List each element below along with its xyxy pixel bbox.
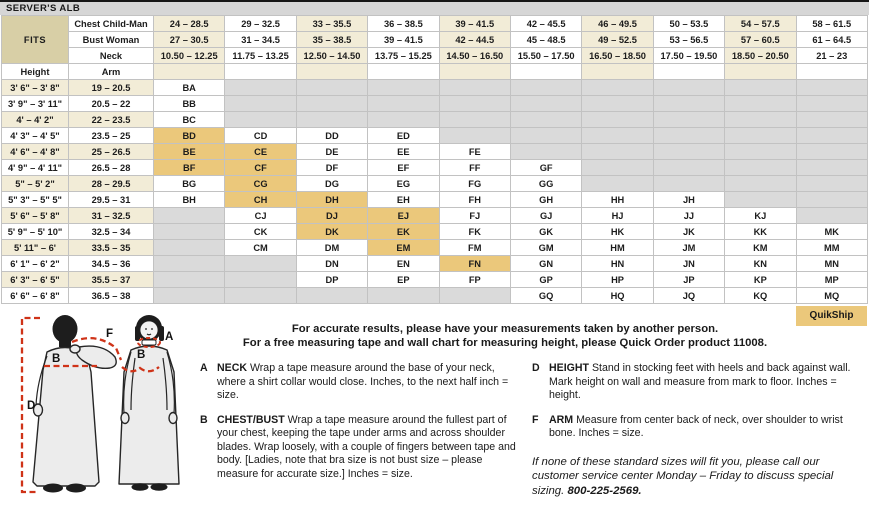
size-table-row bbox=[2, 144, 868, 160]
instruction-item-f bbox=[532, 414, 864, 441]
size-code-cell: BD bbox=[154, 128, 225, 144]
size-unavailable-cell bbox=[796, 160, 867, 176]
size-code-cell: KJ bbox=[725, 208, 796, 224]
size-code-cell: FJ bbox=[439, 208, 510, 224]
size-code-cell: BC bbox=[154, 112, 225, 128]
size-code-cell: FP bbox=[439, 272, 510, 288]
instruction-term: CHEST/BUST bbox=[217, 413, 288, 426]
size-unavailable-cell bbox=[796, 128, 867, 144]
size-unavailable-cell bbox=[154, 240, 225, 256]
size-code-cell: DM bbox=[296, 240, 367, 256]
size-unavailable-cell bbox=[225, 256, 296, 272]
size-code-cell: KP bbox=[725, 272, 796, 288]
arm-range-cell: 25 – 26.5 bbox=[69, 144, 154, 160]
size-code-cell: CH bbox=[225, 192, 296, 208]
size-unavailable-cell bbox=[582, 96, 653, 112]
size-code-cell: EN bbox=[368, 256, 439, 272]
size-code-cell: EP bbox=[368, 272, 439, 288]
size-unavailable-cell bbox=[154, 224, 225, 240]
header-spacer-cell bbox=[225, 64, 296, 80]
size-unavailable-cell bbox=[154, 256, 225, 272]
size-code-cell: FE bbox=[439, 144, 510, 160]
size-code-cell: GH bbox=[510, 192, 581, 208]
size-table bbox=[1, 15, 868, 304]
size-code-cell: DH bbox=[296, 192, 367, 208]
size-code-cell: GM bbox=[510, 240, 581, 256]
size-unavailable-cell bbox=[653, 80, 724, 96]
arm-range-cell: 35.5 – 37 bbox=[69, 272, 154, 288]
height-range-cell: 4' 6" – 4' 8" bbox=[2, 144, 69, 160]
fit-row-label: Neck bbox=[69, 48, 154, 64]
size-unavailable-cell bbox=[510, 112, 581, 128]
figure-label-d: D bbox=[27, 400, 36, 412]
size-code-cell: BB bbox=[154, 96, 225, 112]
size-code-cell: HK bbox=[582, 224, 653, 240]
size-unavailable-cell bbox=[439, 80, 510, 96]
arm-range-cell: 36.5 – 38 bbox=[69, 288, 154, 304]
back-view-figure bbox=[33, 315, 121, 493]
size-code-cell: DP bbox=[296, 272, 367, 288]
size-table-row bbox=[2, 224, 868, 240]
arm-range-cell: 19 – 20.5 bbox=[69, 80, 154, 96]
size-code-cell: CE bbox=[225, 144, 296, 160]
bust-range-cell: 45 – 48.5 bbox=[510, 32, 581, 48]
size-unavailable-cell bbox=[368, 288, 439, 304]
size-unavailable-cell bbox=[725, 144, 796, 160]
instructions-left-column bbox=[200, 362, 522, 492]
size-unavailable-cell bbox=[154, 272, 225, 288]
arm-range-cell: 34.5 – 36 bbox=[69, 256, 154, 272]
size-unavailable-cell bbox=[225, 288, 296, 304]
chest-range-cell: 50 – 53.5 bbox=[653, 16, 724, 32]
size-code-cell: CM bbox=[225, 240, 296, 256]
header-spacer-cell bbox=[510, 64, 581, 80]
intro-line-1: For accurate results, please have your measurements taken by another person. bbox=[291, 323, 719, 335]
height-range-cell: 6' 6" – 6' 8" bbox=[2, 288, 69, 304]
neck-range-cell: 12.50 – 14.50 bbox=[296, 48, 367, 64]
instructions-right-column bbox=[532, 362, 864, 498]
size-code-cell: FN bbox=[439, 256, 510, 272]
size-unavailable-cell bbox=[796, 96, 867, 112]
chest-range-cell: 58 – 61.5 bbox=[796, 16, 867, 32]
size-unavailable-cell bbox=[653, 160, 724, 176]
size-code-cell: JH bbox=[653, 192, 724, 208]
size-code-cell: KQ bbox=[725, 288, 796, 304]
instruction-term: HEIGHT bbox=[549, 362, 592, 374]
size-unavailable-cell bbox=[368, 96, 439, 112]
bust-range-cell: 53 – 56.5 bbox=[653, 32, 724, 48]
size-unavailable-cell bbox=[725, 80, 796, 96]
size-code-cell: DD bbox=[296, 128, 367, 144]
neck-range-cell: 21 – 23 bbox=[796, 48, 867, 64]
size-table-row bbox=[2, 208, 868, 224]
instruction-text: HEIGHT Stand in stocking feet with heels and back against wall. Mark height on wall and measure from mark to floor. Inches = height. bbox=[549, 362, 851, 401]
height-column-header: Height bbox=[2, 64, 69, 80]
size-unavailable-cell bbox=[225, 112, 296, 128]
size-unavailable-cell bbox=[725, 96, 796, 112]
size-code-cell: DG bbox=[296, 176, 367, 192]
size-code-cell: KK bbox=[725, 224, 796, 240]
instruction-item-b bbox=[200, 414, 522, 482]
neck-range-cell: 16.50 – 18.50 bbox=[582, 48, 653, 64]
size-code-cell: GN bbox=[510, 256, 581, 272]
size-table-row bbox=[2, 272, 868, 288]
size-code-cell: FH bbox=[439, 192, 510, 208]
size-unavailable-cell bbox=[653, 144, 724, 160]
height-range-cell: 4' 3" – 4' 5" bbox=[2, 128, 69, 144]
size-unavailable-cell bbox=[439, 128, 510, 144]
neck-range-cell: 14.50 – 16.50 bbox=[439, 48, 510, 64]
special-sizing-note bbox=[532, 455, 864, 499]
size-code-cell: BE bbox=[154, 144, 225, 160]
size-unavailable-cell bbox=[796, 208, 867, 224]
size-unavailable-cell bbox=[582, 128, 653, 144]
arm-range-cell: 32.5 – 34 bbox=[69, 224, 154, 240]
height-range-cell: 5" – 5' 2" bbox=[2, 176, 69, 192]
size-code-cell: EF bbox=[368, 160, 439, 176]
size-code-cell: DJ bbox=[296, 208, 367, 224]
chest-range-cell: 42 – 45.5 bbox=[510, 16, 581, 32]
header-spacer-cell bbox=[582, 64, 653, 80]
header-spacer-cell bbox=[439, 64, 510, 80]
size-code-cell: BH bbox=[154, 192, 225, 208]
header-spacer-cell bbox=[154, 64, 225, 80]
size-unavailable-cell bbox=[582, 160, 653, 176]
special-sizing-text: If none of these standard sizes will fit you, please call our customer service center Monday – Friday to discuss special sizing. bbox=[532, 455, 834, 497]
header-spacer-cell bbox=[296, 64, 367, 80]
size-code-cell: EM bbox=[368, 240, 439, 256]
size-unavailable-cell bbox=[510, 96, 581, 112]
size-table-row bbox=[2, 96, 868, 112]
size-code-cell: HN bbox=[582, 256, 653, 272]
size-code-cell: DF bbox=[296, 160, 367, 176]
size-code-cell: GP bbox=[510, 272, 581, 288]
instruction-letter: A bbox=[200, 362, 208, 374]
size-unavailable-cell bbox=[582, 80, 653, 96]
height-range-cell: 6' 3" – 6' 5" bbox=[2, 272, 69, 288]
size-unavailable-cell bbox=[653, 176, 724, 192]
size-unavailable-cell bbox=[368, 80, 439, 96]
size-code-cell: BF bbox=[154, 160, 225, 176]
size-code-cell: EH bbox=[368, 192, 439, 208]
size-unavailable-cell bbox=[653, 112, 724, 128]
size-code-cell: FF bbox=[439, 160, 510, 176]
size-unavailable-cell bbox=[510, 144, 581, 160]
quikship-badge: QuikShip bbox=[796, 306, 867, 326]
arm-range-cell: 29.5 – 31 bbox=[69, 192, 154, 208]
size-code-cell: JM bbox=[653, 240, 724, 256]
fits-header-cell: FITS bbox=[2, 16, 69, 64]
intro-text bbox=[160, 322, 850, 350]
size-unavailable-cell bbox=[225, 272, 296, 288]
size-code-cell: JJ bbox=[653, 208, 724, 224]
size-code-cell: GG bbox=[510, 176, 581, 192]
instruction-item-d bbox=[532, 362, 864, 403]
bust-range-cell: 35 – 38.5 bbox=[296, 32, 367, 48]
size-table-row bbox=[2, 128, 868, 144]
size-unavailable-cell bbox=[725, 112, 796, 128]
header-spacer-cell bbox=[796, 64, 867, 80]
height-range-cell: 5' 9" – 5' 10" bbox=[2, 224, 69, 240]
height-range-cell: 5" 3" – 5" 5" bbox=[2, 192, 69, 208]
size-unavailable-cell bbox=[154, 288, 225, 304]
size-code-cell: HQ bbox=[582, 288, 653, 304]
intro-line-2: For a free measuring tape and wall chart for measuring height, please Quick Order product 11008. bbox=[242, 337, 768, 349]
header-spacer-cell bbox=[653, 64, 724, 80]
neck-range-cell: 18.50 – 20.50 bbox=[725, 48, 796, 64]
arm-range-cell: 23.5 – 25 bbox=[69, 128, 154, 144]
bust-range-cell: 27 – 30.5 bbox=[154, 32, 225, 48]
size-code-cell: CF bbox=[225, 160, 296, 176]
figure-label-b-back: B bbox=[52, 353, 61, 365]
size-unavailable-cell bbox=[725, 192, 796, 208]
arm-range-cell: 26.5 – 28 bbox=[69, 160, 154, 176]
size-code-cell: MP bbox=[796, 272, 867, 288]
bust-range-cell: 31 – 34.5 bbox=[225, 32, 296, 48]
size-unavailable-cell bbox=[725, 160, 796, 176]
bust-range-cell: 57 – 60.5 bbox=[725, 32, 796, 48]
neck-range-cell: 17.50 – 19.50 bbox=[653, 48, 724, 64]
size-unavailable-cell bbox=[653, 96, 724, 112]
page-title: SERVER'S ALB bbox=[0, 0, 869, 15]
height-range-cell: 5' 6" – 5' 8" bbox=[2, 208, 69, 224]
size-code-cell: GJ bbox=[510, 208, 581, 224]
size-code-cell: HH bbox=[582, 192, 653, 208]
size-code-cell: FK bbox=[439, 224, 510, 240]
instruction-item-a bbox=[200, 362, 522, 403]
size-code-cell: HJ bbox=[582, 208, 653, 224]
size-code-cell: DE bbox=[296, 144, 367, 160]
size-code-cell: JP bbox=[653, 272, 724, 288]
size-table-row bbox=[2, 160, 868, 176]
figure-label-a: A bbox=[165, 331, 174, 343]
size-table-row bbox=[2, 256, 868, 272]
size-code-cell: JK bbox=[653, 224, 724, 240]
instruction-letter: B bbox=[200, 413, 208, 426]
chest-range-cell: 54 – 57.5 bbox=[725, 16, 796, 32]
instruction-term: ARM bbox=[549, 413, 577, 426]
size-code-cell: KM bbox=[725, 240, 796, 256]
size-unavailable-cell bbox=[154, 208, 225, 224]
size-table-row bbox=[2, 176, 868, 192]
size-unavailable-cell bbox=[582, 144, 653, 160]
size-code-cell: GK bbox=[510, 224, 581, 240]
arm-range-cell: 33.5 – 35 bbox=[69, 240, 154, 256]
arm-column-header: Arm bbox=[69, 64, 154, 80]
size-code-cell: MM bbox=[796, 240, 867, 256]
size-code-cell: CG bbox=[225, 176, 296, 192]
neck-range-cell: 11.75 – 13.25 bbox=[225, 48, 296, 64]
size-code-cell: GF bbox=[510, 160, 581, 176]
size-unavailable-cell bbox=[796, 80, 867, 96]
height-range-cell: 3' 6" – 3' 8" bbox=[2, 80, 69, 96]
bust-range-cell: 49 – 52.5 bbox=[582, 32, 653, 48]
size-unavailable-cell bbox=[582, 112, 653, 128]
fit-row-label: Bust Woman bbox=[69, 32, 154, 48]
chest-range-cell: 36 – 38.5 bbox=[368, 16, 439, 32]
instruction-letter: D bbox=[532, 362, 540, 374]
size-code-cell: CJ bbox=[225, 208, 296, 224]
chest-range-cell: 33 – 35.5 bbox=[296, 16, 367, 32]
size-unavailable-cell bbox=[439, 112, 510, 128]
size-table-row bbox=[2, 80, 868, 96]
size-unavailable-cell bbox=[296, 96, 367, 112]
size-unavailable-cell bbox=[796, 192, 867, 208]
arm-range-cell: 22 – 23.5 bbox=[69, 112, 154, 128]
size-unavailable-cell bbox=[439, 96, 510, 112]
chest-range-cell: 24 – 28.5 bbox=[154, 16, 225, 32]
height-range-cell: 4' 9" – 4' 11" bbox=[2, 160, 69, 176]
instruction-text: CHEST/BUST Wrap a tape measure around the fullest part of your chest, keeping the tape under arms and across shoulder blades. Wrap loosely, with a couple of fingers between tape and body. [Ladies, note that bra size is not bust size – please measure for accurate size.] Inches = size. bbox=[217, 413, 516, 480]
size-unavailable-cell bbox=[725, 128, 796, 144]
size-code-cell: BG bbox=[154, 176, 225, 192]
size-unavailable-cell bbox=[510, 128, 581, 144]
size-code-cell: JQ bbox=[653, 288, 724, 304]
height-range-cell: 4' – 4' 2" bbox=[2, 112, 69, 128]
size-table-row bbox=[2, 192, 868, 208]
arm-range-cell: 31 – 32.5 bbox=[69, 208, 154, 224]
size-unavailable-cell bbox=[225, 80, 296, 96]
size-unavailable-cell bbox=[653, 128, 724, 144]
size-unavailable-cell bbox=[296, 112, 367, 128]
size-unavailable-cell bbox=[796, 144, 867, 160]
phone-number: 800-225-2569. bbox=[567, 484, 642, 497]
size-unavailable-cell bbox=[368, 112, 439, 128]
arm-range-cell: 20.5 – 22 bbox=[69, 96, 154, 112]
fit-row-label: Chest Child-Man bbox=[69, 16, 154, 32]
size-code-cell: DN bbox=[296, 256, 367, 272]
size-code-cell: MK bbox=[796, 224, 867, 240]
size-code-cell: HM bbox=[582, 240, 653, 256]
instruction-text: NECK Wrap a tape measure around the base of your neck, where a shirt collar would close. Inches, to the next half inch = size. bbox=[217, 362, 509, 401]
height-range-cell: 6' 1" – 6' 2" bbox=[2, 256, 69, 272]
size-code-cell: DK bbox=[296, 224, 367, 240]
size-unavailable-cell bbox=[296, 80, 367, 96]
size-unavailable-cell bbox=[725, 176, 796, 192]
size-code-cell: EE bbox=[368, 144, 439, 160]
size-code-cell: EG bbox=[368, 176, 439, 192]
neck-range-cell: 13.75 – 15.25 bbox=[368, 48, 439, 64]
size-code-cell: GQ bbox=[510, 288, 581, 304]
size-code-cell: KN bbox=[725, 256, 796, 272]
size-code-cell: ED bbox=[368, 128, 439, 144]
chest-range-cell: 29 – 32.5 bbox=[225, 16, 296, 32]
size-code-cell: CK bbox=[225, 224, 296, 240]
size-code-cell: EJ bbox=[368, 208, 439, 224]
neck-range-cell: 15.50 – 17.50 bbox=[510, 48, 581, 64]
instruction-letter: F bbox=[532, 413, 539, 426]
size-code-cell: HP bbox=[582, 272, 653, 288]
size-table-row bbox=[2, 240, 868, 256]
size-unavailable-cell bbox=[796, 112, 867, 128]
header-spacer-cell bbox=[368, 64, 439, 80]
size-unavailable-cell bbox=[582, 176, 653, 192]
instruction-text: ARM Measure from center back of neck, over shoulder to wrist bone. Inches = size. bbox=[549, 413, 843, 439]
neck-range-cell: 10.50 – 12.25 bbox=[154, 48, 225, 64]
bust-range-cell: 61 – 64.5 bbox=[796, 32, 867, 48]
size-code-cell: MQ bbox=[796, 288, 867, 304]
size-table-row bbox=[2, 112, 868, 128]
size-unavailable-cell bbox=[296, 288, 367, 304]
size-code-cell: MN bbox=[796, 256, 867, 272]
size-code-cell: BA bbox=[154, 80, 225, 96]
figure-label-f: F bbox=[106, 328, 114, 340]
height-range-cell: 5' 11" – 6' bbox=[2, 240, 69, 256]
size-code-cell: CD bbox=[225, 128, 296, 144]
bust-range-cell: 42 – 44.5 bbox=[439, 32, 510, 48]
arm-range-cell: 28 – 29.5 bbox=[69, 176, 154, 192]
size-unavailable-cell bbox=[796, 176, 867, 192]
size-unavailable-cell bbox=[439, 288, 510, 304]
instruction-term: NECK bbox=[217, 362, 250, 374]
figure-label-b-front: B bbox=[137, 349, 146, 361]
size-code-cell: FM bbox=[439, 240, 510, 256]
size-table-row bbox=[2, 288, 868, 304]
chest-range-cell: 46 – 49.5 bbox=[582, 16, 653, 32]
size-unavailable-cell bbox=[510, 80, 581, 96]
header-spacer-cell bbox=[725, 64, 796, 80]
size-code-cell: JN bbox=[653, 256, 724, 272]
measurement-illustration bbox=[2, 310, 198, 506]
size-code-cell: FG bbox=[439, 176, 510, 192]
height-range-cell: 3' 9" – 3' 11" bbox=[2, 96, 69, 112]
size-unavailable-cell bbox=[225, 96, 296, 112]
bust-range-cell: 39 – 41.5 bbox=[368, 32, 439, 48]
chest-range-cell: 39 – 41.5 bbox=[439, 16, 510, 32]
size-code-cell: EK bbox=[368, 224, 439, 240]
